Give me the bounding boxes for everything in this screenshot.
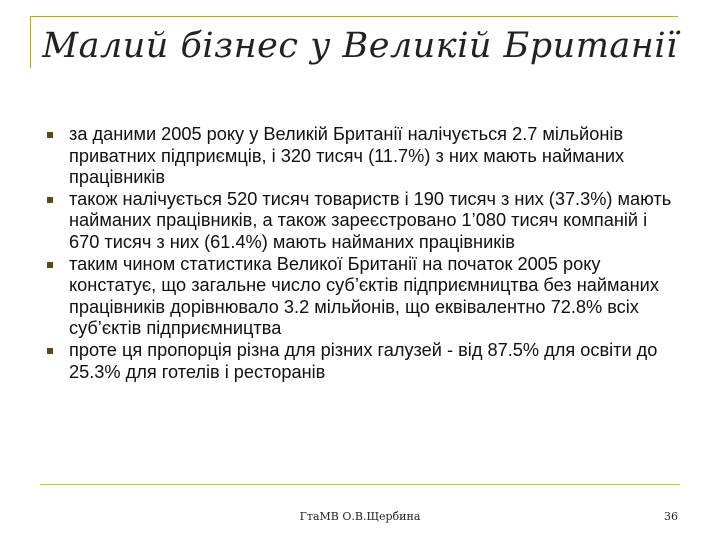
bullet-text: також налічується 520 тисяч товариств і 190 тисяч з них (37.3%) мають найманих працівників, а також зареєстровано 1’080 тисяч компаній і 670 тисяч з них (61.4%) мають найманих працівників: [69, 188, 672, 252]
title-frame-top-line: [30, 16, 678, 17]
slide-title: Малий бізнес у Великій Британії: [42, 26, 678, 66]
bullet-text: за даними 2005 року у Великій Британії налічується 2.7 мільйонів приватних підприємців, і 320 тисяч (11.7%) з них мають найманих працівників: [69, 124, 625, 188]
page-number: 36: [664, 510, 678, 523]
title-frame-left-line: [30, 16, 31, 68]
bullet-item: [40, 189, 680, 254]
bullet-item: [40, 124, 680, 189]
footer-author: ГтаМВ О.В.Щербина: [299, 510, 421, 523]
bullet-item: [40, 340, 680, 383]
square-bullet-icon: [47, 262, 53, 268]
footer-divider: [40, 484, 680, 485]
bullet-item: [40, 254, 680, 340]
bullet-list: [40, 124, 680, 383]
square-bullet-icon: [47, 132, 53, 138]
square-bullet-icon: [47, 348, 53, 354]
square-bullet-icon: [47, 197, 53, 203]
bullet-text: проте ця пропорція різна для різних галузей - від 87.5% для освіти до 25.3% для готелів і ресторанів: [69, 339, 658, 382]
bullet-text: таким чином статистика Великої Британії на початок 2005 року констатує, що загальне число суб’єктів підприємництва без найманих працівників дорівнювало 3.2 мільйонів, що еквівалентно 72.8% всіх суб’єктів підприємництва: [69, 253, 659, 339]
